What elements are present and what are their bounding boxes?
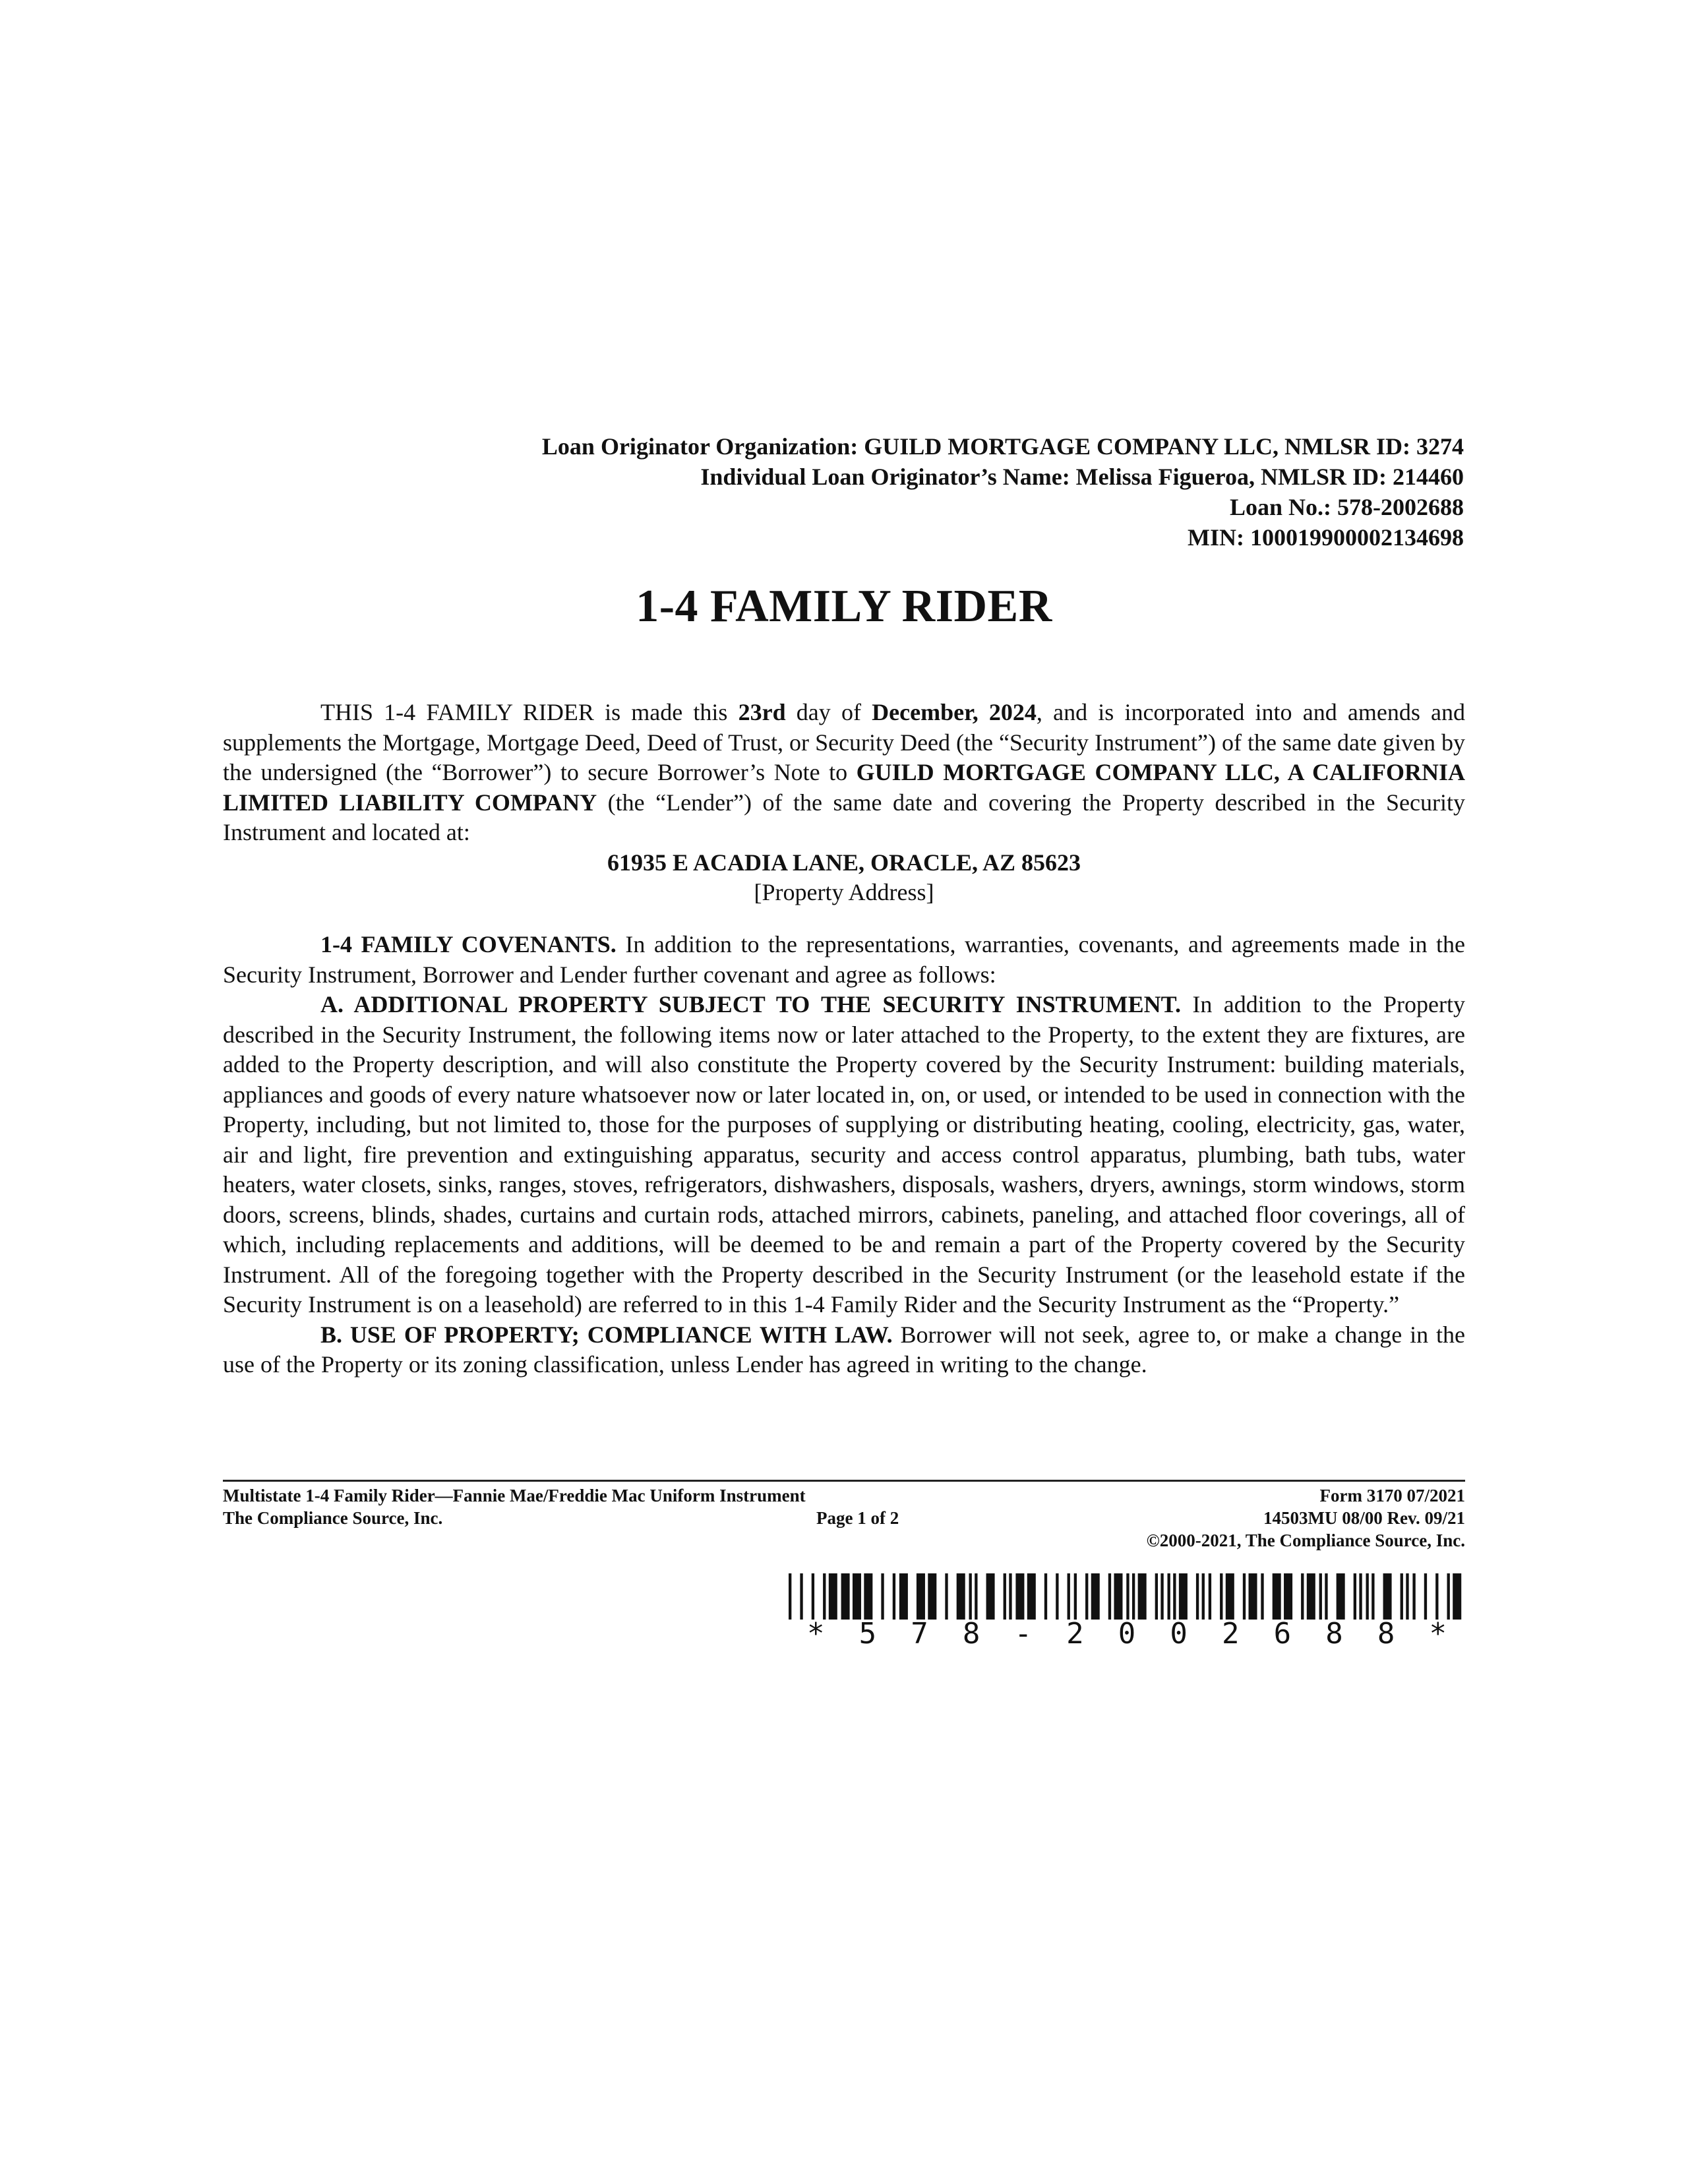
- intro-paragraph: [223, 698, 1465, 908]
- property-address: 61935 E ACADIA LANE, ORACLE, AZ 85623: [607, 849, 1081, 876]
- document-title: 1-4 FAMILY RIDER: [636, 581, 1052, 632]
- barcode-char: 2: [1066, 1617, 1084, 1651]
- barcode-digits: [789, 1617, 1465, 1651]
- footer-form-name: Multistate 1-4 Family Rider—Fannie Mae/Freddie Mac Uniform Instrument: [223, 1486, 806, 1505]
- section-b-text: Borrower will not seek, agree to, or make a change in the use of the Property or its zoning classification, unless Lender has agreed in writing to the change.: [223, 1321, 1466, 1378]
- loan-number: Loan No.: 578-2002688: [1229, 494, 1464, 520]
- intro-text-2: day of: [785, 699, 872, 725]
- form-footer: [223, 1480, 1465, 1552]
- intro-text-3: , and is incorporated into and amends and supplements the Mortgage, Mortgage Deed, Deed of Trust, or Security Deed (the “Security Instrument”) of the same date given by the undersigned (the “Borrower”) to secure Borrower’s Note to: [223, 699, 1466, 785]
- loan-originator-organization: Loan Originator Organization: GUILD MORTGAGE COMPANY LLC, NMLSR ID: 3274: [541, 433, 1464, 460]
- barcode-char: 2: [1222, 1617, 1240, 1651]
- footer-company: The Compliance Source, Inc.: [223, 1508, 443, 1528]
- barcode-char: 8: [1325, 1617, 1343, 1651]
- footer-page-number: Page 1 of 2: [816, 1508, 899, 1528]
- footer-form-number: Form 3170 07/2021: [1319, 1486, 1465, 1505]
- section-a-text: In addition to the Property described in the Security Instrument, the following items now or later attached to the Property, to the extent they are fixtures, are added to the Property description, and will also constitute the Property covered by the Security Instrument: building materials, appliances and goods of every nature whatsoever now or later located in, on, or used, or intended to be used in connection with the Property, including, but not limited to, those for the purposes of supplying or distributing heating, cooling, electricity, gas, water, air and light, fire prevention and extinguishing apparatus, security and access control apparatus, plumbing, bath tubs, water heaters, water closets, sinks, ranges, stoves, refrigerators, dishwashers, disposals, washers, dryers, awnings, storm windows, storm doors, screens, blinds, shades, curtains and curtain rods, attached mirrors, cabinets, paneling, and attached floor coverings, all of which, including replacements and additions, will be deemed to be and remain a part of the Property covered by the Security Instrument. All of the foregoing together with the Property described in the Security Instrument (or the leasehold estate if the Security Instrument is on a leasehold) are referred to in this 1-4 Family Rider and the Security Instrument as the “Property.”: [223, 991, 1466, 1318]
- intro-text-4: (the “Lender”) of the same date and covering the Property described in the Security Instrument and located at:: [223, 789, 1465, 845]
- barcode-char: 7: [911, 1617, 928, 1651]
- intro-text-1: THIS 1-4 FAMILY RIDER is made this: [320, 699, 738, 725]
- barcode-char: 8: [962, 1617, 980, 1651]
- covenants-heading: 1-4 FAMILY COVENANTS.: [320, 931, 617, 957]
- loan-header: [542, 431, 1464, 553]
- barcode-char: *: [807, 1617, 825, 1651]
- section-b: [223, 1320, 1465, 1380]
- property-address-label: [Property Address]: [754, 879, 934, 905]
- barcode-char: -: [1014, 1617, 1032, 1651]
- individual-loan-originator: Individual Loan Originator’s Name: Melissa Figueroa, NMLSR ID: 214460: [700, 464, 1464, 490]
- footer-revision: 14503MU 08/00 Rev. 09/21: [1263, 1508, 1465, 1528]
- covenants-section: [223, 930, 1465, 1380]
- min-number: MIN: 100019900002134698: [1188, 524, 1464, 551]
- covenants-paragraph: [223, 930, 1465, 990]
- section-a: [223, 990, 1465, 1320]
- barcode-char: 0: [1170, 1617, 1188, 1651]
- covenants-text: In addition to the representations, warranties, covenants, and agreements made in the Security Instrument, Borrower and Lender further covenant and agree as follows:: [223, 931, 1466, 988]
- barcode-bars: [789, 1573, 1465, 1620]
- barcode-char: 5: [859, 1617, 877, 1651]
- lender-name: GUILD MORTGAGE COMPANY LLC, A CALIFORNIA LIMITED LIABILITY COMPANY: [223, 759, 1465, 816]
- barcode-char: 8: [1377, 1617, 1395, 1651]
- barcode-char: *: [1429, 1617, 1447, 1651]
- section-a-heading: A. ADDITIONAL PROPERTY SUBJECT TO THE SECURITY INSTRUMENT.: [320, 991, 1181, 1017]
- loan-barcode: [789, 1573, 1465, 1654]
- intro-day: 23rd: [738, 699, 786, 725]
- barcode-char: 6: [1273, 1617, 1292, 1651]
- barcode-char: 0: [1118, 1617, 1136, 1651]
- section-b-heading: B. USE OF PROPERTY; COMPLIANCE WITH LAW.: [320, 1321, 893, 1348]
- intro-date: December, 2024: [872, 699, 1037, 725]
- footer-copyright: ©2000-2021, The Compliance Source, Inc.: [1146, 1531, 1465, 1550]
